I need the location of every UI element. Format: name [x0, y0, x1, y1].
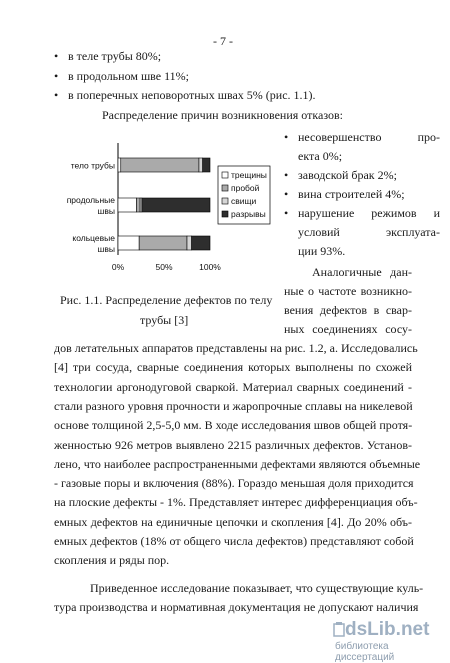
bar-segment-трещины	[118, 236, 139, 250]
x-tick-label: 50%	[155, 262, 173, 272]
body-line: женностью 926 метров выявлено 2215 различных дефектов. Установ-	[54, 438, 412, 452]
bullet-dot: •	[284, 187, 289, 201]
x-tick-label: 100%	[199, 262, 221, 272]
legend-swatch	[222, 211, 228, 217]
right-paragraph-line: ных соединениях сосу-	[284, 322, 412, 336]
category-label: тело трубы	[70, 160, 115, 171]
right-paragraph-line: вения дефектов в свар-	[284, 303, 412, 317]
bullet-dot: •	[284, 206, 289, 220]
right-bullet-continuation	[284, 244, 440, 259]
bar-segment-разрывы	[142, 198, 210, 212]
x-tick-label: 0%	[111, 262, 125, 272]
bullet-text: в теле трубы 80%;	[68, 49, 162, 63]
body-line: емных дефектов на единичные цепочки и скопления [4]. До 20% объ-	[54, 515, 412, 529]
right-bullet-text: условий эксплуата-	[298, 225, 440, 239]
right-bullet-text: заводской брак 2%;	[298, 168, 397, 182]
right-bullet-item	[284, 187, 440, 202]
body-line: на плоские дефекты - 1%. Представляет интерес дифференциация объ-	[54, 495, 418, 509]
right-paragraph-line: Аналогичные дан-	[312, 265, 412, 279]
bullet-item	[54, 69, 189, 84]
defect-distribution-chart	[58, 139, 273, 286]
library-logo-icon	[333, 621, 345, 642]
right-bullet-text: вина строителей 4%;	[298, 187, 405, 201]
bar-segment-разрывы	[203, 158, 210, 172]
legend-label: разрывы	[231, 209, 266, 219]
watermark-site: dsLib.net	[345, 619, 430, 640]
right-paragraph-line: ные о частоте возникно-	[284, 284, 412, 298]
body-line: дов летательных аппаратов представлены на рис. 1.2, а. Исследовались	[54, 341, 418, 355]
category-label: швы	[97, 206, 115, 216]
legend-swatch	[222, 185, 228, 191]
body-line: технологии аргонодуговой сваркой. Материал сварных соединений -	[54, 380, 412, 394]
right-bullet-continuation	[284, 149, 440, 164]
body-line: емных дефектов (18% от общего числа дефектов) представляют собой	[54, 534, 414, 548]
legend-swatch	[222, 172, 228, 178]
page-number: - 7 -	[213, 34, 233, 48]
category-label: кольцевые	[72, 233, 115, 243]
right-bullet-text: екта 0%;	[298, 149, 343, 163]
right-bullet-text: нарушение режимов и	[298, 206, 440, 220]
bullet-item	[54, 49, 161, 64]
right-bullet-item	[284, 206, 440, 221]
category-label: продольные	[66, 195, 115, 205]
bar-segment-пробой	[136, 198, 140, 212]
body-line: лено, что наиболее распространенными дефектами являются объемные	[54, 457, 421, 471]
bullet-item	[54, 88, 316, 103]
legend-label: трещины	[231, 170, 267, 180]
figure-caption-line-1: Рис. 1.1. Распределение дефектов по телу	[60, 293, 273, 307]
bar-segment-пробой	[121, 158, 199, 172]
bullet-text: в поперечных неповоротных швах 5% (рис. 1.1).	[68, 88, 316, 102]
right-bullet-item	[284, 168, 440, 183]
bullet-dot: •	[284, 130, 289, 144]
bullet-dot: •	[54, 69, 59, 83]
bar-segment-трещины	[118, 158, 121, 172]
legend-swatch	[222, 198, 228, 204]
body-line: - газовые поры и включения (88%). Гораздо меньшая доля приходится	[54, 476, 414, 490]
right-bullet-text: несовершенство про-	[298, 130, 440, 144]
bar-segment-трещины	[118, 198, 136, 212]
right-bullet-item	[284, 130, 440, 145]
closing-line: Приведенное исследование показывает, что существующие куль-	[90, 581, 424, 595]
category-label: швы	[97, 244, 115, 254]
bar-segment-свищи	[187, 236, 192, 250]
bar-segment-пробой	[139, 236, 187, 250]
closing-line: тура производства и нормативная документация не допускают наличия	[54, 600, 419, 614]
right-bullet-continuation	[284, 225, 440, 240]
bar-segment-свищи	[199, 158, 203, 172]
chart-svg	[58, 139, 273, 281]
right-bullet-text: ции 93%.	[298, 244, 346, 258]
bullet-text: в продольном шве 11%;	[68, 69, 189, 83]
legend-label: пробой	[231, 183, 260, 193]
body-line: [4] три сосуда, сварные соединения которых выполнены по схожей	[54, 360, 412, 374]
legend-label: свищи	[231, 196, 257, 206]
bullet-dot: •	[284, 168, 289, 182]
body-line: скопления и ряды пор.	[54, 553, 170, 567]
watermark-subtitle: библиотека диссертаций	[335, 641, 395, 663]
intro-line: Распределение причин возникновения отказов:	[102, 108, 343, 122]
figure-caption-line-2: трубы [3]	[140, 313, 189, 327]
body-line: основе толщиной 2,5-5,0 мм. В ходе исследования швов общей протя-	[54, 418, 413, 432]
bullet-dot: •	[54, 88, 59, 102]
body-line: стали разного уровня прочности и жаропрочные сплавы на никелевой	[54, 399, 413, 413]
bullet-dot: •	[54, 49, 59, 63]
bar-segment-разрывы	[192, 236, 210, 250]
